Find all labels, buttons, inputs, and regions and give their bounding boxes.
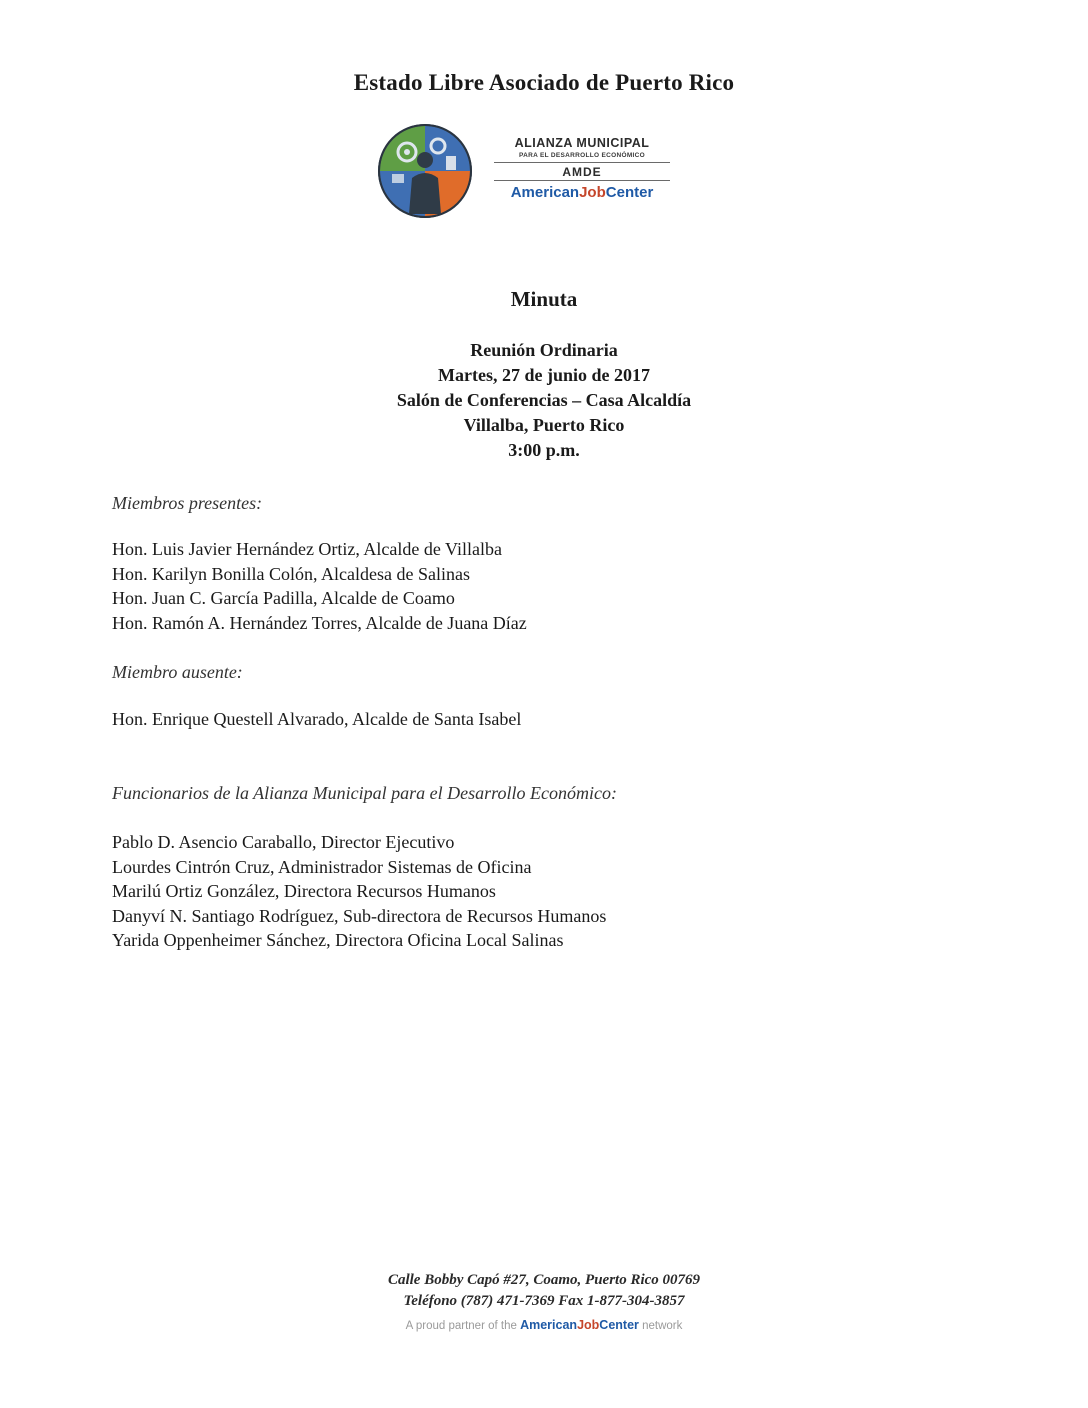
partner-prefix: A proud partner of the <box>405 1320 521 1332</box>
meeting-city: Villalba, Puerto Rico <box>463 415 625 435</box>
meeting-date: Martes, 27 de junio de 2017 <box>438 365 650 385</box>
list-item: Pablo D. Asencio Caraballo, Director Ejecutivo <box>112 832 455 852</box>
absent-member-heading: Miembro ausente: <box>112 662 243 682</box>
footer-address: Calle Bobby Capó #27, Coamo, Puerto Rico 00769 <box>387 1272 701 1288</box>
ajc-job: Job <box>579 184 606 201</box>
ajc-center: Center <box>605 184 654 201</box>
list-item: Hon. Luis Javier Hernández Ortiz, Alcalde de Villalba <box>112 539 502 559</box>
organization-acronym: AMDE <box>562 165 602 179</box>
divider <box>494 180 670 181</box>
government-title: Estado Libre Asociado de Puerto Rico <box>353 70 735 95</box>
absent-member-list <box>112 707 521 732</box>
officials-list <box>112 830 606 953</box>
document-title: Minuta <box>510 287 578 311</box>
ajc-american: American <box>520 1318 578 1332</box>
meeting-place: Salón de Conferencias – Casa Alcaldía <box>396 390 692 410</box>
footer-phone: Teléfono (787) 471-7369 Fax 1-877-304-3857 <box>403 1293 685 1309</box>
ajc-center: Center <box>599 1318 639 1332</box>
meeting-details <box>0 338 1088 463</box>
partner-suffix: network <box>638 1320 683 1332</box>
list-item: Hon. Ramón A. Hernández Torres, Alcalde de Juana Díaz <box>112 612 527 633</box>
meeting-type: Reunión Ordinaria <box>470 340 618 360</box>
list-item: Marilú Ortiz González, Directora Recursos Humanos <box>112 881 496 901</box>
ajc-american: American <box>510 184 580 201</box>
footer-partner-line <box>0 1318 1088 1332</box>
divider <box>494 162 670 163</box>
ajc-job: Job <box>577 1318 600 1332</box>
partner-ajc-logo <box>520 1318 639 1332</box>
list-item: Hon. Karilyn Bonilla Colón, Alcaldesa de Salinas <box>112 563 470 584</box>
meeting-time: 3:00 p.m. <box>508 440 580 460</box>
list-item: Hon. Juan C. García Padilla, Alcalde de Coamo <box>112 588 455 608</box>
organization-wordmark <box>494 136 670 201</box>
organization-logo <box>376 122 676 222</box>
footer-contact <box>0 1270 1088 1312</box>
organization-name: ALIANZA MUNICIPAL <box>514 136 650 150</box>
american-job-center-logo <box>494 184 670 201</box>
organization-subtitle: PARA EL DESARROLLO ECONÓMICO <box>518 152 645 159</box>
list-item: Danyví N. Santiago Rodríguez, Sub-directora de Recursos Humanos <box>112 905 607 926</box>
officials-heading: Funcionarios de la Alianza Municipal para el Desarrollo Económico: <box>112 783 617 803</box>
list-item: Lourdes Cintrón Cruz, Administrador Sistemas de Oficina <box>112 856 532 877</box>
amde-seal-icon <box>376 122 474 220</box>
list-item: Hon. Enrique Questell Alvarado, Alcalde de Santa Isabel <box>112 709 522 729</box>
present-members-list <box>112 537 527 635</box>
present-members-heading: Miembros presentes: <box>112 493 263 513</box>
list-item: Yarida Oppenheimer Sánchez, Directora Oficina Local Salinas <box>112 930 564 950</box>
